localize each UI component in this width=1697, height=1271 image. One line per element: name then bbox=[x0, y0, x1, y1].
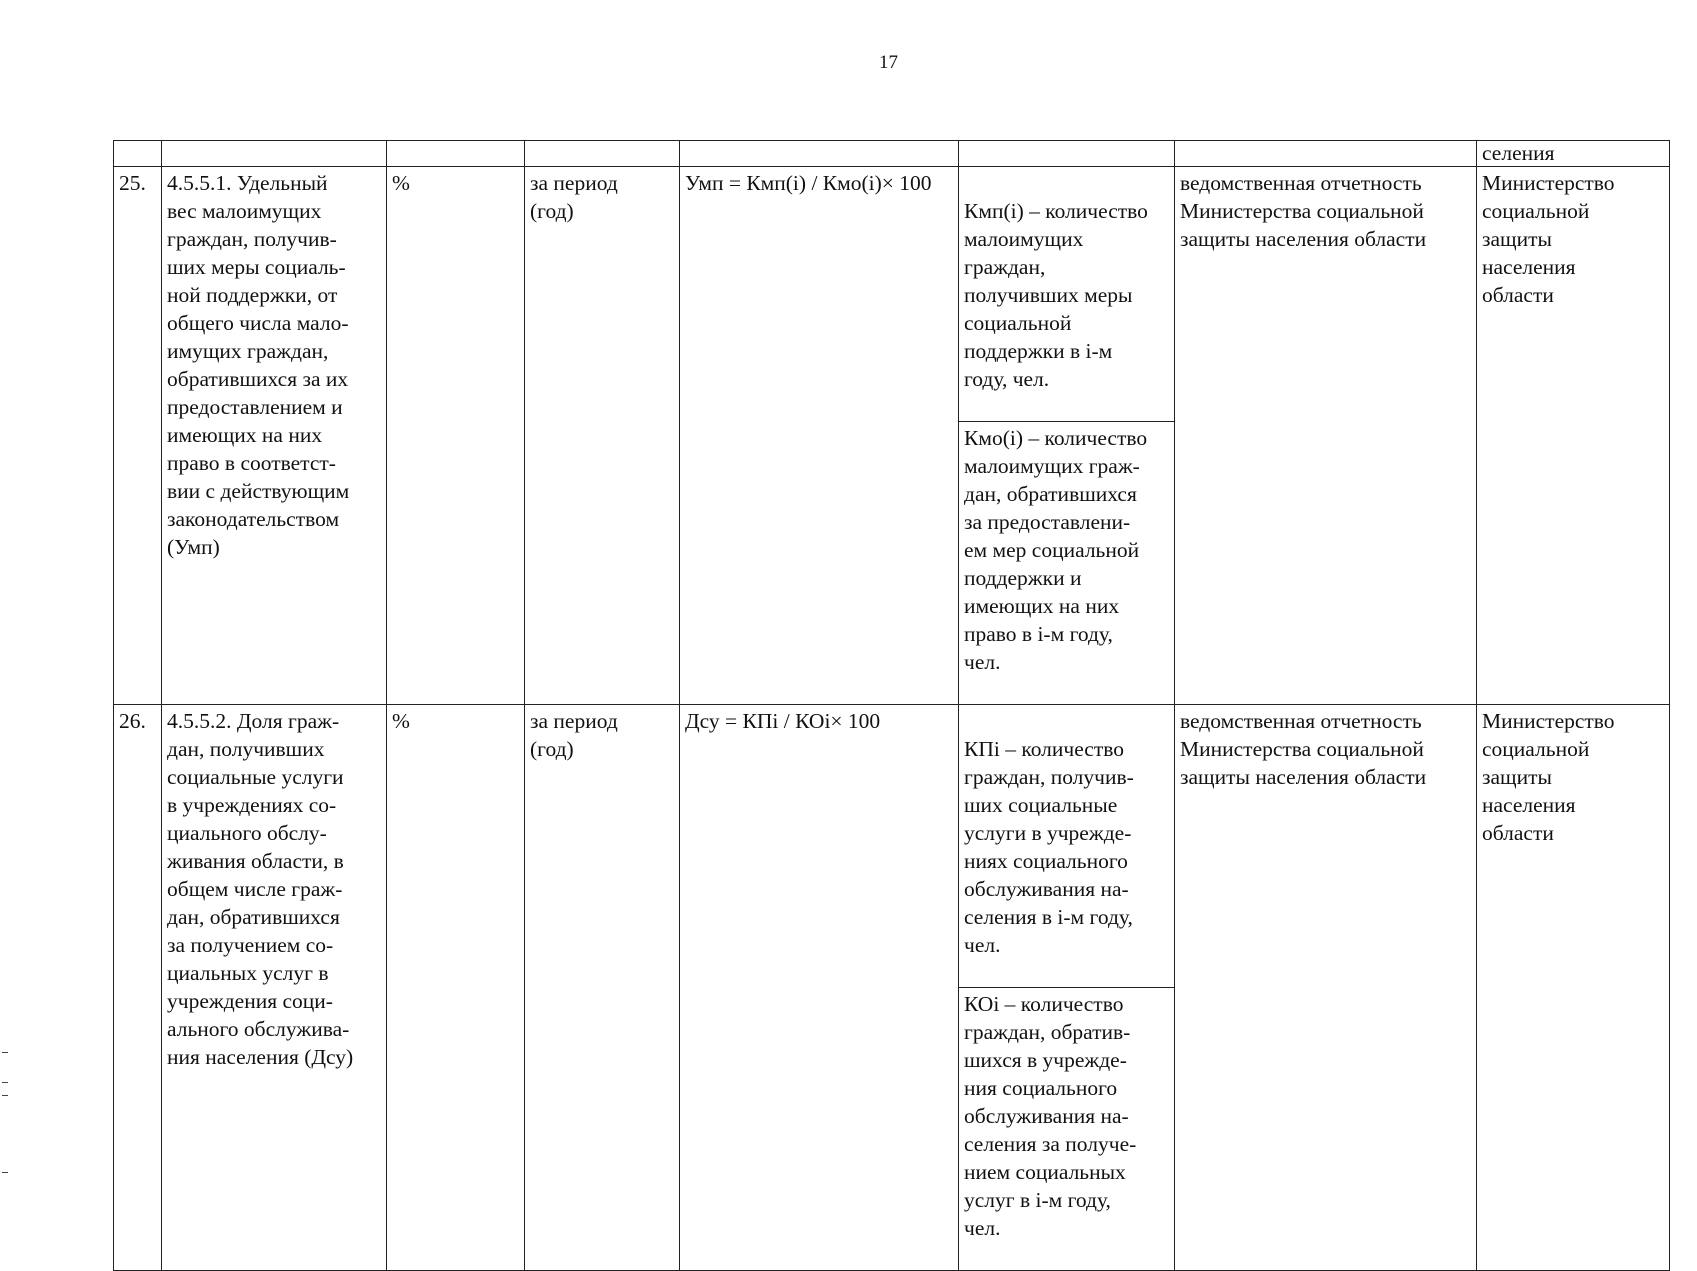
unit-cell: % bbox=[387, 167, 525, 705]
cont-cell bbox=[387, 141, 525, 167]
scan-margin-mark bbox=[2, 1172, 8, 1173]
variables-cell bbox=[959, 167, 1175, 705]
responsible-cell: Министерство социальной защиты населения области bbox=[1477, 705, 1670, 1271]
variable-definition: КОi – количество граждан, обратив- шихся в учрежде- ния социального обслуживания на- селения за получе- нием социальных услуг в i-м году, чел. bbox=[959, 987, 1174, 1242]
source-cell: ведомственная отчетность Министерства социальной защиты населения области bbox=[1175, 167, 1477, 705]
cont-cell bbox=[959, 141, 1175, 167]
responsible-cell: Министерство социальной защиты населения области bbox=[1477, 167, 1670, 705]
indicators-table bbox=[113, 140, 1670, 1271]
unit-cell: % bbox=[387, 705, 525, 1271]
variables-cell bbox=[959, 705, 1175, 1271]
formula-cell: Дсу = КПi / КОi× 100 bbox=[680, 705, 959, 1271]
scan-margin-mark bbox=[2, 1052, 8, 1053]
source-cell: ведомственная отчетность Министерства социальной защиты населения области bbox=[1175, 705, 1477, 1271]
page-number: 17 bbox=[879, 52, 898, 73]
cont-cell bbox=[1175, 141, 1477, 167]
formula-cell: Умп = Кмп(i) / Кмо(i)× 100 bbox=[680, 167, 959, 705]
indicator-name: 4.5.5.1. Удельный вес малоимущих граждан, получив- ших меры социаль- ной поддержки, от общего числа мало- имущих граждан, обратившихся за их предоставлением и имеющих на них право в соответст- вии с действующим законодательством (Умп) bbox=[162, 167, 387, 705]
row-number: 25. bbox=[114, 167, 162, 705]
variable-definition: Кмп(i) – количество малоимущих граждан, получивших меры социальной поддержки в i-м году, чел. bbox=[964, 199, 1148, 391]
cont-cell bbox=[680, 141, 959, 167]
continuation-row bbox=[114, 141, 1670, 167]
table-row bbox=[114, 167, 1670, 705]
cont-cell bbox=[162, 141, 387, 167]
cont-cell bbox=[114, 141, 162, 167]
cont-cell bbox=[525, 141, 680, 167]
scan-margin-mark bbox=[2, 1095, 8, 1096]
scan-margin-mark bbox=[2, 1082, 8, 1083]
variable-definition: КПi – количество граждан, получив- ших социальные услуги в учрежде- ниях социального обслуживания на- селения в i-м году, чел. bbox=[964, 737, 1134, 957]
indicator-name: 4.5.5.2. Доля граж- дан, получивших социальные услуги в учреждениях со- циального обслу- живания области, в общем числе граж- дан, обратившихся за получением со- циальных услуг в учреждения соци- ального обслужива- ния населения (Дсу) bbox=[162, 705, 387, 1271]
cont-cell-responsible: селения bbox=[1477, 141, 1670, 167]
table-row bbox=[114, 705, 1670, 1271]
period-cell: за период (год) bbox=[525, 705, 680, 1271]
variable-definition: Кмо(i) – количество малоимущих граж- дан, обратившихся за предоставлени- ем мер социальной поддержки и имеющих на них право в i-м году, чел. bbox=[959, 421, 1174, 676]
row-number: 26. bbox=[114, 705, 162, 1271]
period-cell: за период (год) bbox=[525, 167, 680, 705]
